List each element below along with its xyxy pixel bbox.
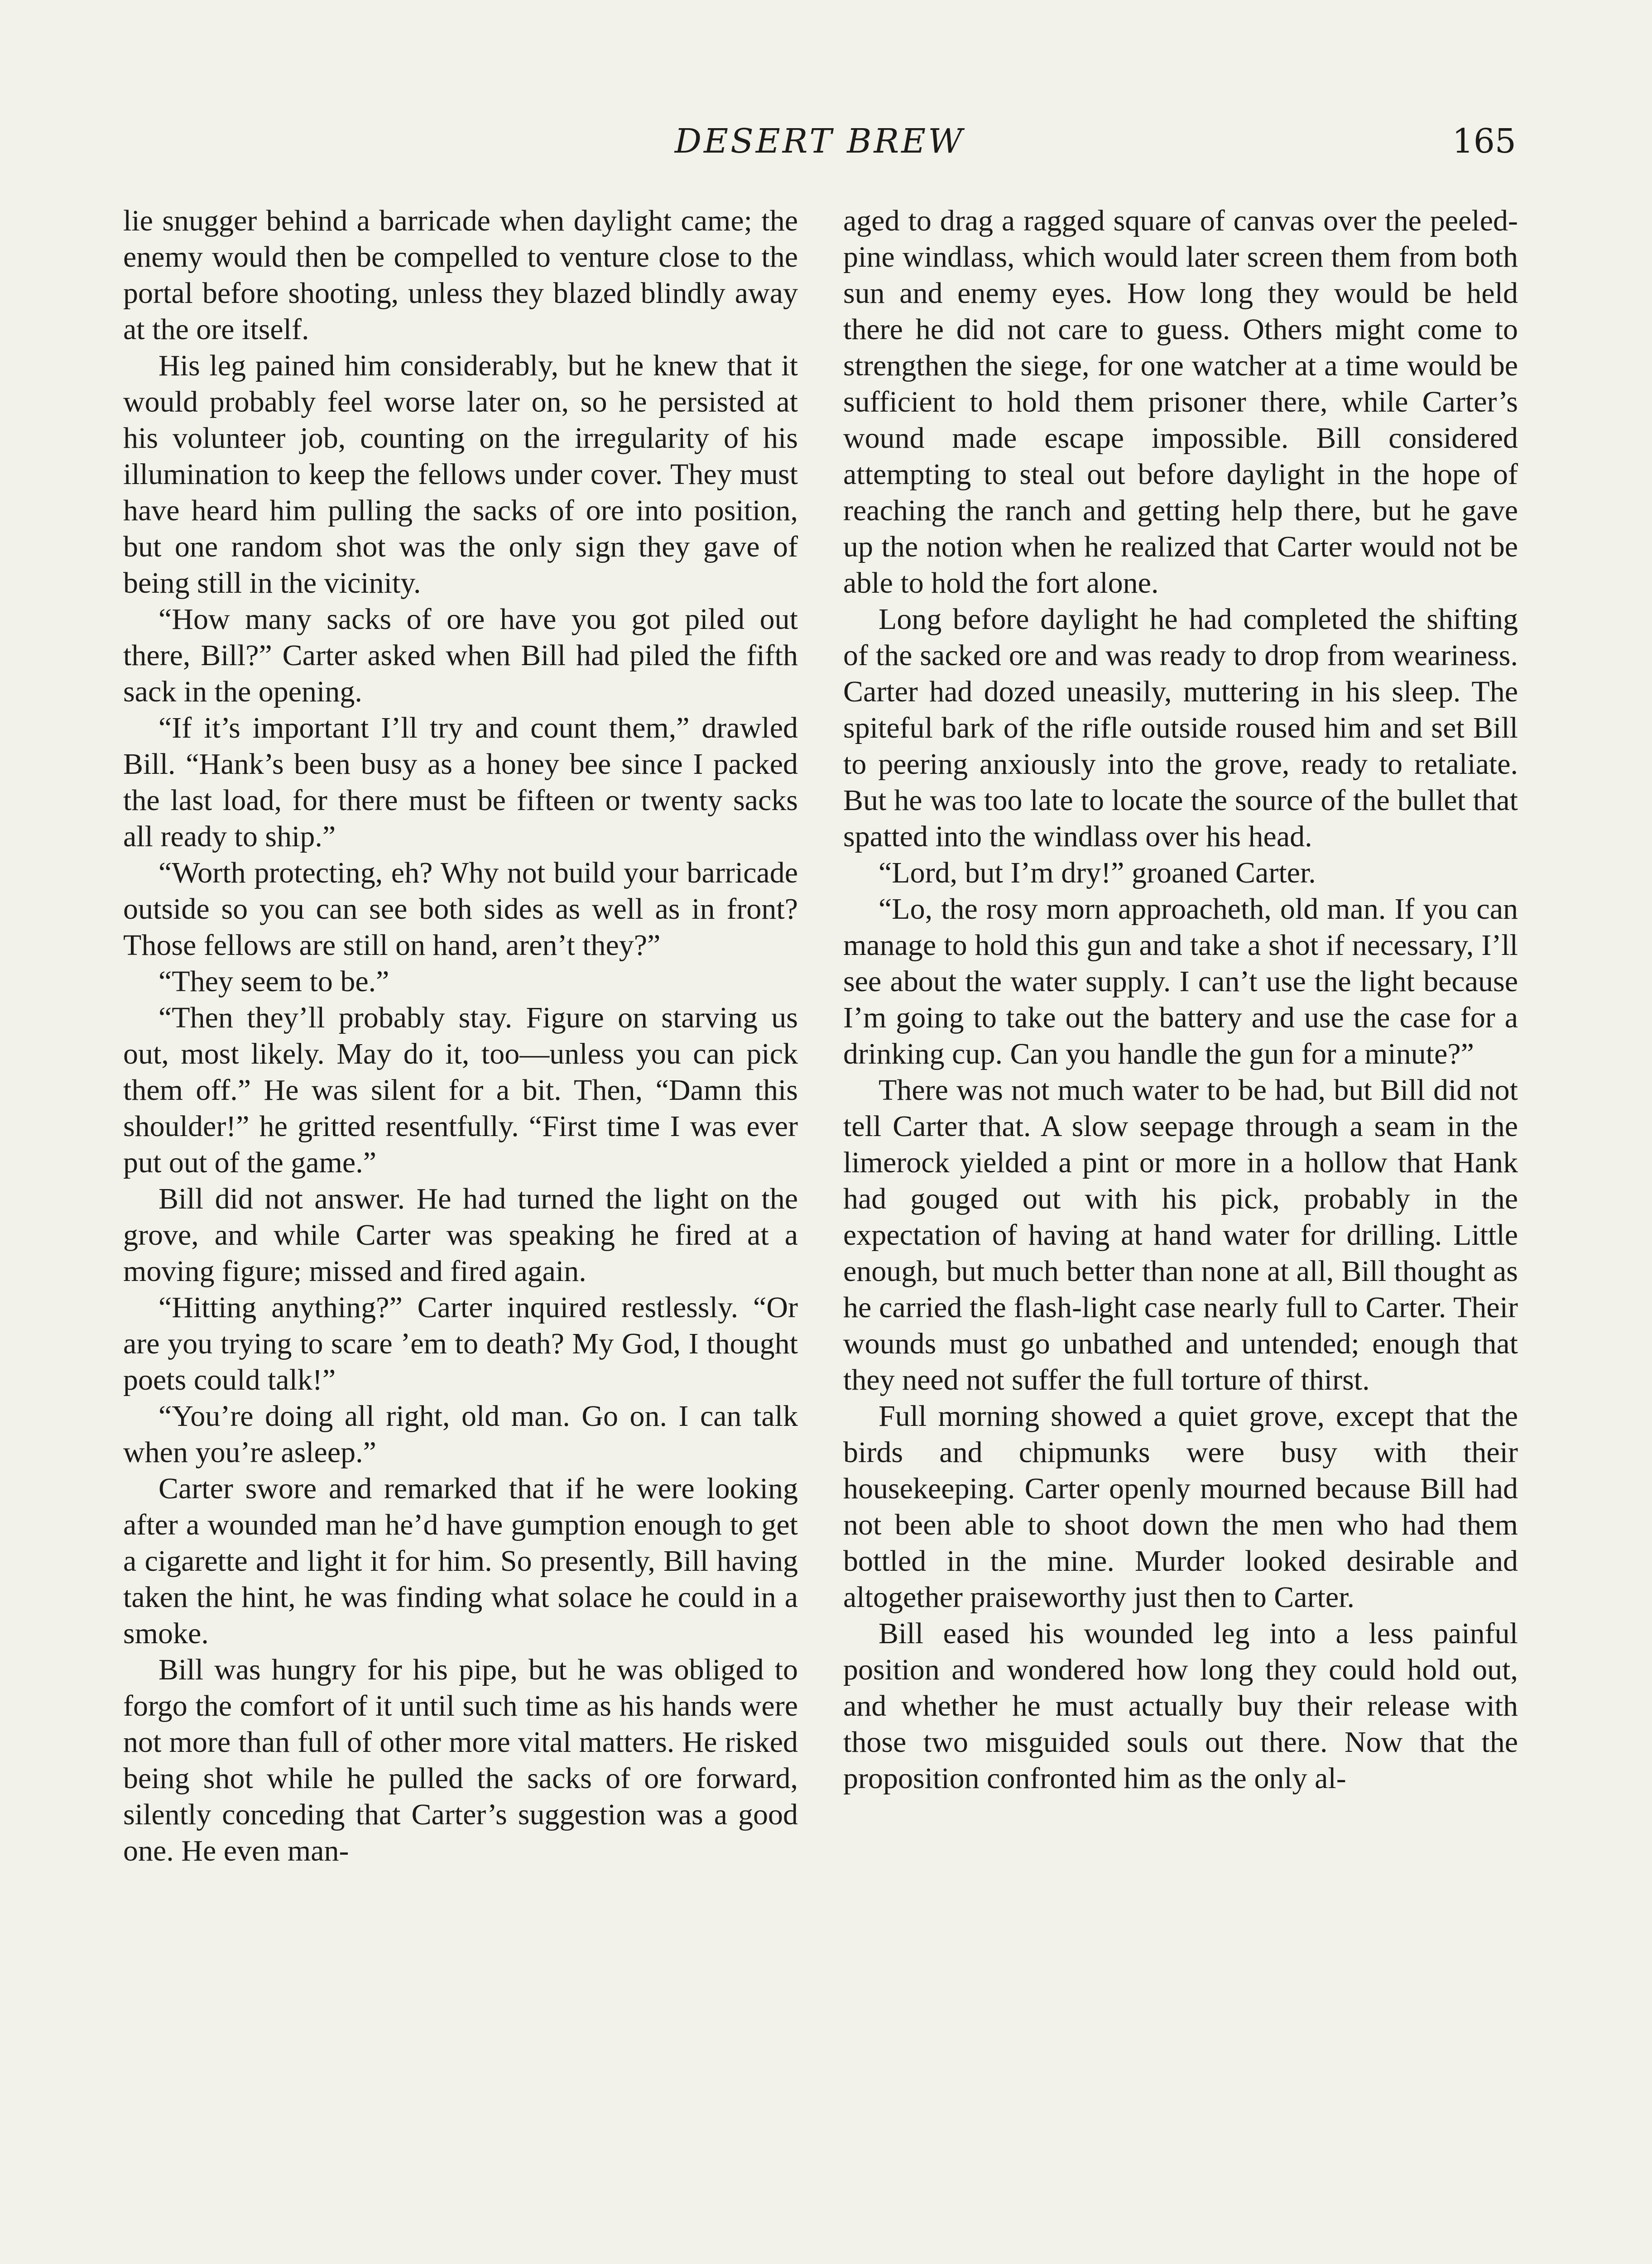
paragraph: “Worth protecting, eh? Why not build your barricade outside so you can see both sides as well as in front? Those fellows are still on hand, aren’t they?” xyxy=(123,856,798,962)
page-number: 165 xyxy=(1452,122,1516,161)
paragraph: “How many sacks of ore have you got piled out there, Bill?” Carter asked when Bill had piled the fifth sack in the opening. xyxy=(123,603,798,708)
paragraph: “They seem to be.” xyxy=(158,965,389,998)
paragraph: Bill eased his wounded leg into a less painful position and wondered how long they could hold out, and whether he must actually buy their release with those two misguided souls out there. Now that the proposition confronted him as the only al- xyxy=(843,1617,1518,1795)
paragraph: “You’re doing all right, old man. Go on. I can talk when you’re asleep.” xyxy=(123,1400,798,1469)
paragraph: “If it’s important I’ll try and count them,” drawled Bill. “Hank’s been busy as a honey bee since I packed the last load, for there must be fifteen or twenty sacks all ready to ship.” xyxy=(123,711,798,853)
running-title: DESERT BREW xyxy=(674,122,965,161)
paragraph: His leg pained him considerably, but he knew that it would probably feel worse later on, so he persisted at his volunteer job, counting on the irregularity of his illumination to keep the fellows under cover. They must have heard him pulling the sacks of ore into position, but one random shot was the only sign they gave of being still in the vicinity. xyxy=(123,349,798,600)
paragraph: “Lo, the rosy morn approacheth, old man. If you can manage to hold this gun and take a shot if necessary, I’ll see about the water supply. I can’t use the light because I’m going to take out the battery and use the case for a drinking cup. Can you handle the gun for a minute?” xyxy=(843,892,1518,1070)
left-column xyxy=(123,203,798,1869)
paragraph: “Lord, but I’m dry!” groaned Carter. xyxy=(879,856,1316,889)
page-header xyxy=(123,119,1516,173)
paragraph: lie snugger behind a barricade when daylight came; the enemy would then be compelled to venture close to the portal before shooting, unless they blazed blindly away at the ore itself. xyxy=(123,204,798,346)
right-column xyxy=(843,203,1518,1797)
paragraph: There was not much water to be had, but Bill did not tell Carter that. A slow seepage through a seam in the limerock yielded a pint or more in a hollow that Hank had gouged out with his pick, probably in the expectation of having at hand water for drilling. Little enough, but much better than none at all, Bill thought as he carried the flash-light case nearly full to Carter. Their wounds must go unbathed and untended; enough that they need not suffer the full torture of thirst. xyxy=(843,1074,1518,1396)
paragraph: Bill was hungry for his pipe, but he was obliged to forgo the comfort of it until such time as his hands were not more than full of other more vital matters. He risked being shot while he pulled the sacks of ore forward, silently conceding that Carter’s suggestion was a good one. He even man- xyxy=(123,1653,798,1867)
paragraph: “Hitting anything?” Carter inquired restlessly. “Or are you trying to scare ’em to death? My God, I thought poets could talk!” xyxy=(123,1291,798,1396)
paragraph: aged to drag a ragged square of canvas over the peeled-pine windlass, which would later screen them from both sun and enemy eyes. How long they would be held there he did not care to guess. Others might come to strengthen the siege, for one watcher at a time would be sufficient to hold them prisoner there, while Carter’s wound made escape impossible. Bill considered attempting to steal out before daylight in the hope of reaching the ranch and getting help there, but he gave up the notion when he realized that Carter would not be able to hold the fort alone. xyxy=(843,204,1518,600)
paragraph: Bill did not answer. He had turned the light on the grove, and while Carter was speaking he fired at a moving figure; missed and fired again. xyxy=(123,1182,798,1288)
paragraph: Long before daylight he had completed the shifting of the sacked ore and was ready to drop from weariness. Carter had dozed uneasily, muttering in his sleep. The spiteful bark of the rifle outside roused him and set Bill to peering anxiously into the grove, ready to retaliate. But he was too late to locate the source of the bullet that spatted into the windlass over his head. xyxy=(843,603,1518,853)
paragraph: Full morning showed a quiet grove, except that the birds and chipmunks were busy with their housekeeping. Carter openly mourned because Bill had not been able to shoot down the men who had them bottled in the mine. Murder looked desirable and altogether praiseworthy just then to Carter. xyxy=(843,1400,1518,1614)
paragraph: Carter swore and remarked that if he were looking after a wounded man he’d have gumption enough to get a cigarette and light it for him. So presently, Bill having taken the hint, he was finding what solace he could in a smoke. xyxy=(123,1472,798,1650)
paragraph: “Then they’ll probably stay. Figure on starving us out, most likely. May do it, too—unless you can pick them off.” He was silent for a bit. Then, “Damn this shoulder!” he gritted resentfully. “First time I was ever put out of the game.” xyxy=(123,1001,798,1179)
